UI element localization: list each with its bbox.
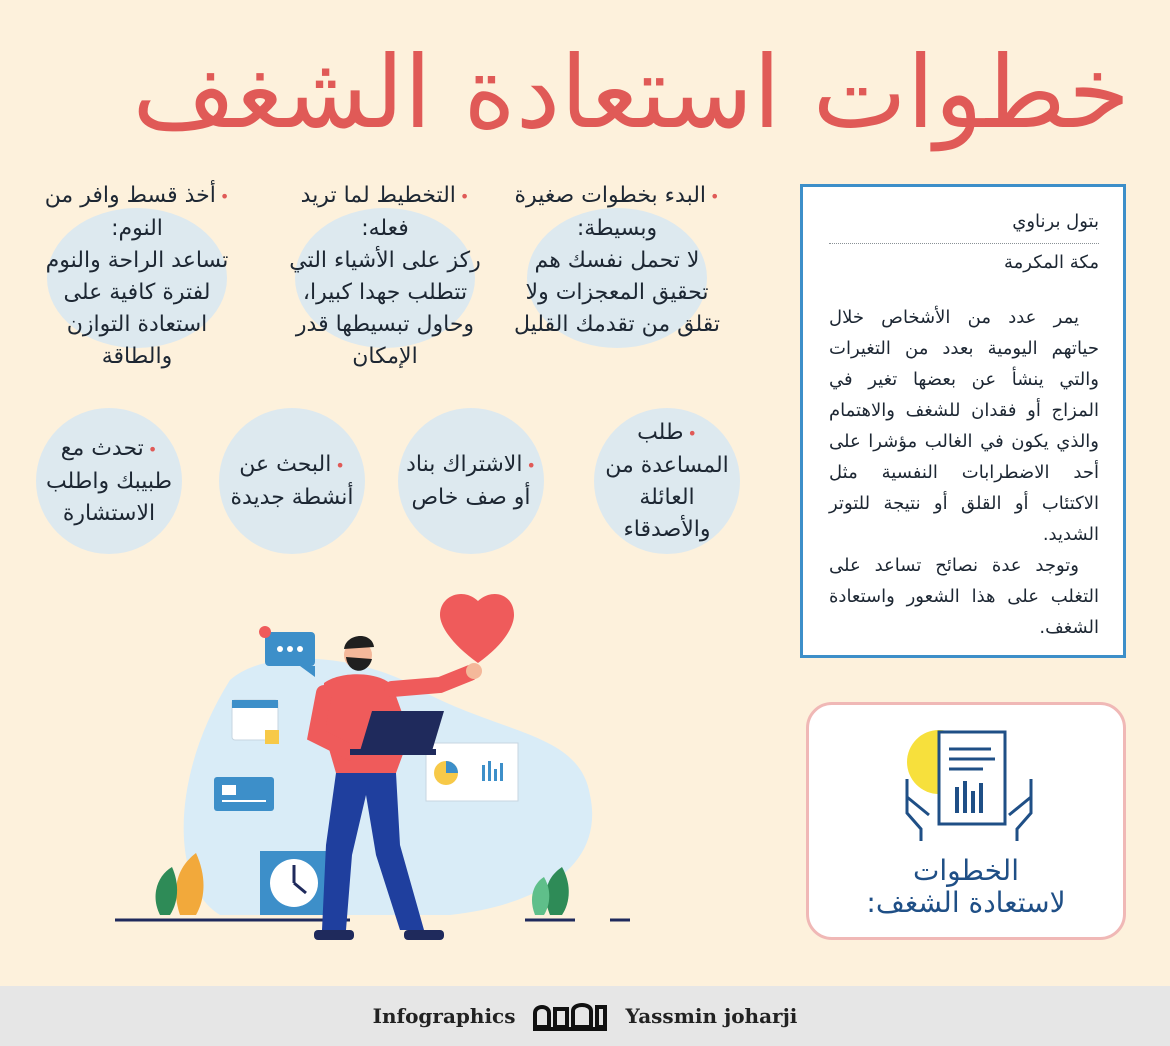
tip-circle-activities bbox=[219, 408, 365, 554]
footer-infographics-label: Infographics bbox=[372, 1004, 516, 1028]
tip-text: ركز على الأشياء التي تتطلب جهدا كبيرا، وحاول تبسيطها قدر الإمكان bbox=[289, 248, 481, 369]
bullet-dot: • bbox=[147, 439, 158, 459]
tip-circle-text: تحدث مع طبيبك واطلب الاستشارة bbox=[45, 435, 173, 526]
tip-planning bbox=[280, 180, 490, 373]
tip-title: البدء بخطوات صغيرة وبسيطة: bbox=[514, 183, 707, 241]
tip-circle-text: البحث عن أنشطة جديدة bbox=[230, 451, 354, 510]
heart-icon bbox=[440, 594, 514, 663]
intro-box bbox=[800, 184, 1126, 658]
footer bbox=[0, 986, 1170, 1046]
tip-circle-text: طلب المساعدة من العائلة والأصدقاء bbox=[605, 419, 729, 542]
document-hands-icon bbox=[899, 717, 1039, 847]
intro-paragraph: يمر عدد من الأشخاص خلال حياتهم اليومية بعدد من التغيرات والتي ينشأ عن بعضها تغير في المزاج أو فقدان للشغف والاهتمام والذي يكون في الغالب مؤشرا على أحد الاضطرابات النفسية مثل الاكتئاب أو القلق أو نتيجة للتوتر الشديد. bbox=[829, 307, 1099, 545]
makkah-logo-icon bbox=[531, 999, 609, 1033]
calendar-icon bbox=[232, 700, 279, 744]
person-illustration bbox=[110, 585, 630, 955]
bullet-dot: • bbox=[687, 423, 697, 443]
tip-title: التخطيط لما تريد فعله: bbox=[300, 183, 456, 241]
author-name: بتول برناوي bbox=[829, 209, 1099, 244]
badge-title bbox=[809, 855, 1123, 919]
steps-badge bbox=[806, 702, 1126, 940]
intro-text bbox=[829, 302, 1099, 643]
footer-designer-name: Yassmin joharji bbox=[625, 1004, 798, 1028]
bullet-dot: • bbox=[335, 455, 345, 475]
bullet-dot: • bbox=[459, 187, 470, 206]
city-name: مكة المكرمة bbox=[1003, 252, 1099, 273]
clock-icon bbox=[260, 851, 328, 915]
tip-small-steps bbox=[512, 180, 722, 341]
page-title: خطوات استعادة الشغف bbox=[132, 34, 1130, 151]
badge-line: لاستعادة الشغف: bbox=[866, 886, 1066, 919]
bullet-dot: • bbox=[526, 455, 536, 475]
tip-sleep bbox=[32, 180, 242, 373]
tip-circle-club bbox=[398, 408, 544, 554]
tip-circle-help bbox=[594, 408, 740, 554]
chart-panel-icon bbox=[426, 743, 518, 801]
bullet-dot: • bbox=[219, 187, 230, 206]
tip-text: تساعد الراحة والنوم لفترة كافية على استعادة التوازن والطاقة bbox=[45, 248, 229, 369]
tip-title: أخذ قسط وافر من النوم: bbox=[44, 183, 216, 241]
tip-circle-text: الاشتراك بناد أو صف خاص bbox=[406, 451, 531, 510]
tip-circle-doctor bbox=[36, 408, 182, 554]
plant-icon bbox=[156, 853, 204, 915]
tip-text: لا تحمل نفسك هم تحقيق المعجزات ولا تقلق من تقدمك القليل bbox=[513, 248, 721, 337]
badge-line: الخطوات bbox=[913, 854, 1019, 887]
card-icon bbox=[214, 777, 274, 811]
bullet-dot: • bbox=[710, 187, 720, 206]
intro-paragraph: وتوجد عدة نصائح تساعد على التغلب على هذا الشعور واستعادة الشغف. bbox=[829, 555, 1099, 638]
